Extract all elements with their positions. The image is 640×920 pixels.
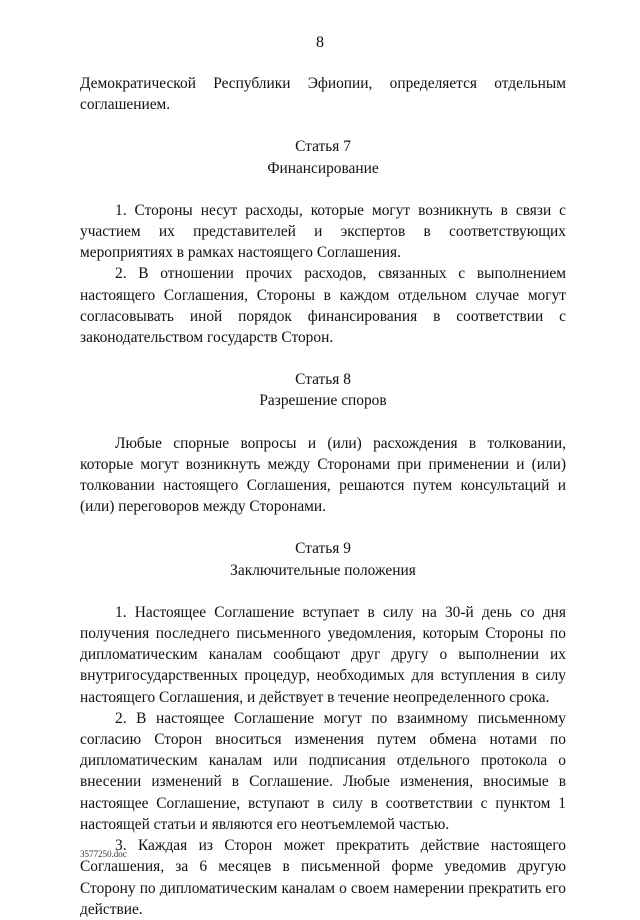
article-number: Статья 9 (295, 540, 351, 558)
article-paragraph: 3. Каждая из Сторон может прекратить действие настоящего Соглашения, за 6 месяцев в письменной форме уведомив другую Сторону по дипломатическим каналам о своем намерении прекратить его действие. (80, 837, 566, 918)
article-8 (80, 369, 566, 517)
article-number: Статья 8 (295, 371, 351, 389)
article-paragraph: 1. Стороны несут расходы, которые могут возникнуть в связи с участием их представителей и экспертов в соответствующих мероприятиях в рамках настоящего Соглашения. (80, 201, 566, 262)
opening-paragraph: Демократической Республики Эфиопии, определяется отдельным соглашением. (80, 75, 566, 114)
document-body (80, 73, 566, 920)
article-paragraph: Любые спорные вопросы и (или) расхождения в толковании, которые могут возникнуть между Сторонами при применении и (или) толковании настоящего Соглашения, решаются путем консультаций и (или) переговоров между Сторонами. (80, 434, 566, 516)
article-7 (80, 136, 566, 348)
page-number: 8 (316, 34, 324, 51)
article-paragraph: 1. Настоящее Соглашение вступает в силу на 30-й день со дня получения последнего письменного уведомления, которым Стороны по дипломатическим каналам сообщают друг другу о выполнении их внутригосударственных процедур, необходимых для вступления в силу настоящего Соглашения, и действует в течение неопределенного срока. (80, 603, 566, 706)
article-paragraph: 2. В настоящее Соглашение могут по взаимному письменному согласию Сторон вноситься изменения путем обмена нотами по дипломатическим каналам или подписания отдельного протокола о внесении изменений в Соглашение. Любые изменения, вносимые в настоящее Соглашение, вступают в силу в соответствии с пунктом 1 настоящей статьи и являются его неотъемлемой частью. (80, 709, 566, 833)
article-title: Заключительные положения (230, 561, 416, 579)
article-title: Финансирование (267, 159, 379, 177)
article-paragraph: 2. В отношении прочих расходов, связанных с выполнением настоящего Соглашения, Стороны в каждом отдельном случае могут согласовывать иной порядок финансирования в соответствии с законодательством государств Сторон. (80, 265, 566, 347)
article-9 (80, 538, 566, 919)
article-number: Статья 7 (295, 138, 351, 156)
article-title: Разрешение споров (259, 392, 387, 410)
file-name-footer: 3577250.doc (80, 849, 127, 859)
